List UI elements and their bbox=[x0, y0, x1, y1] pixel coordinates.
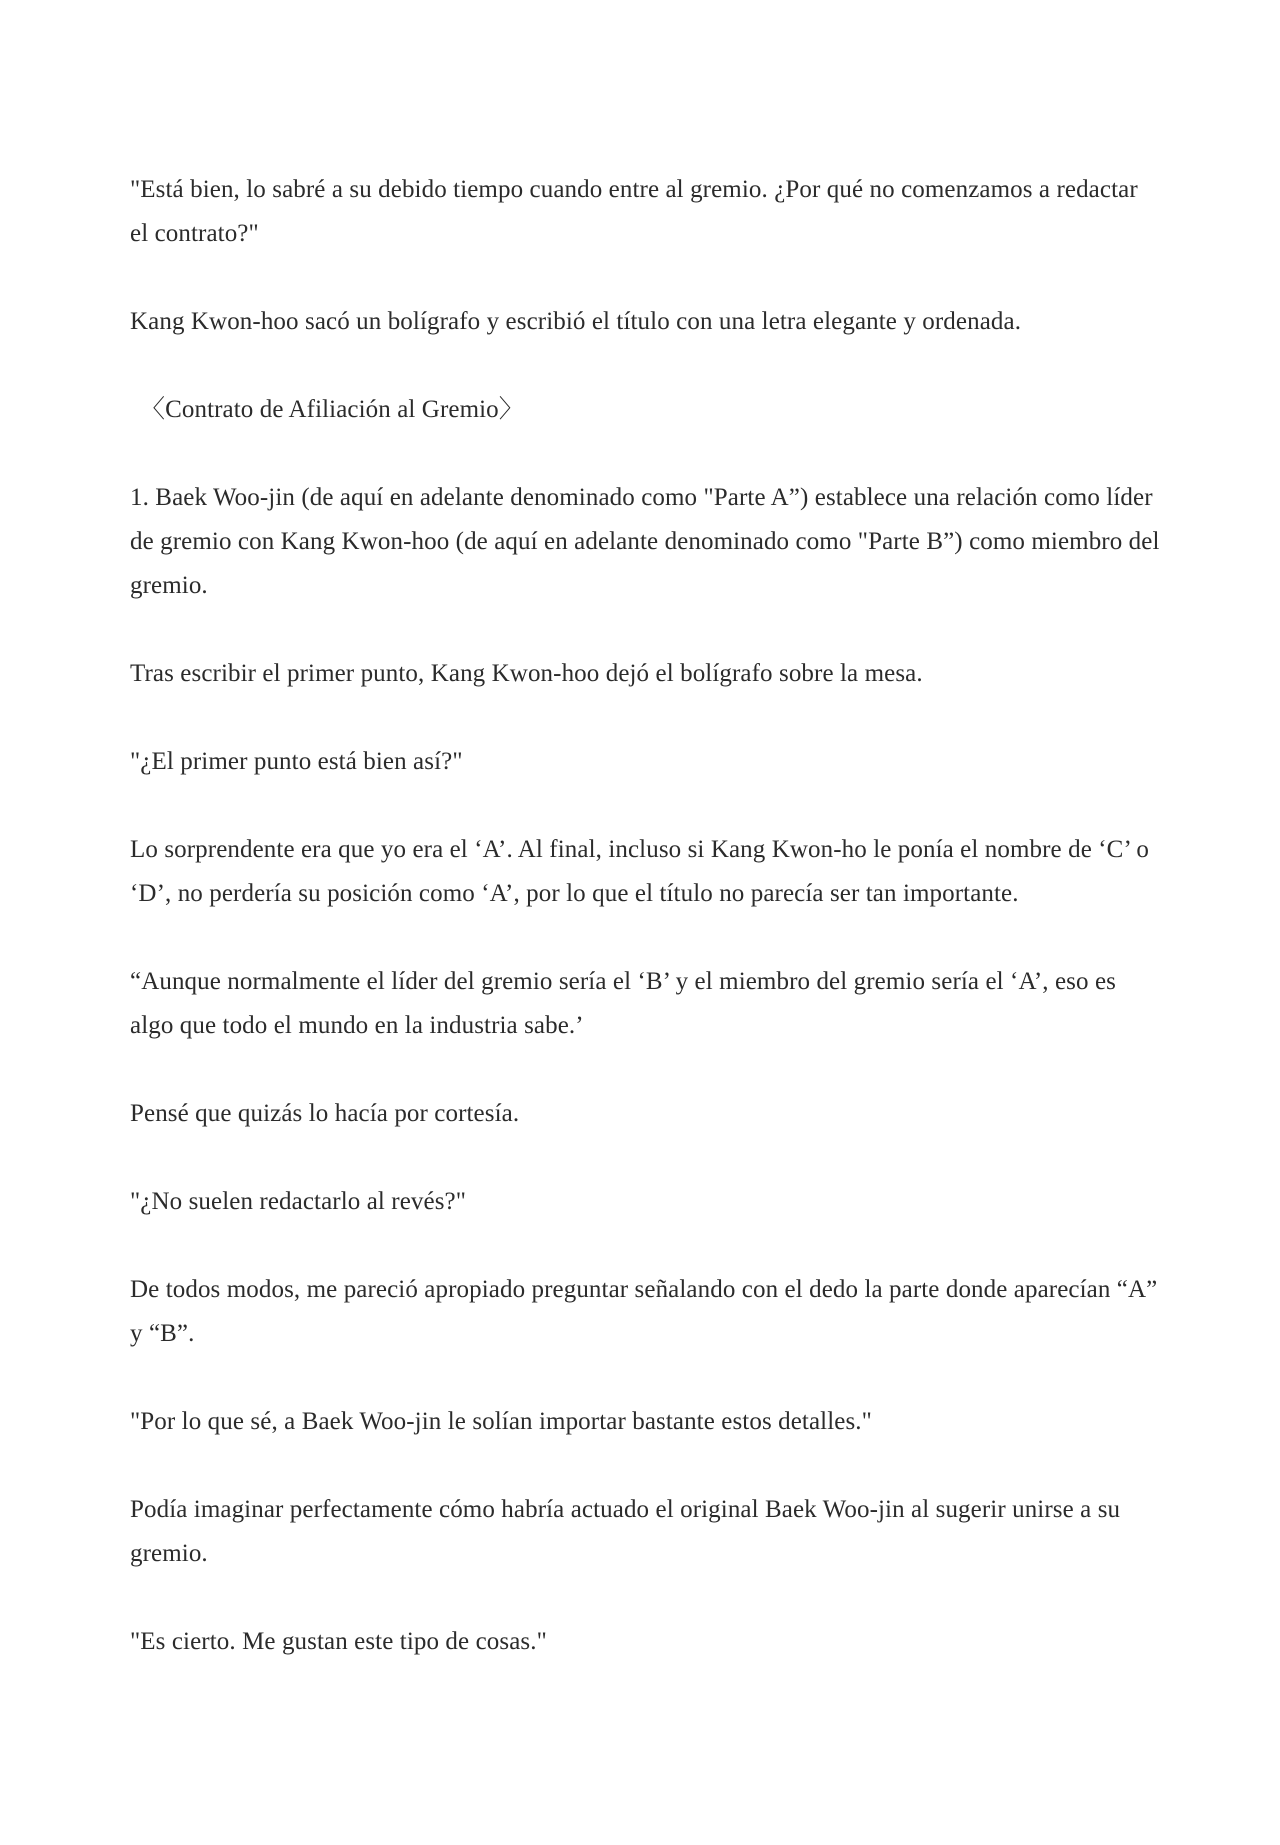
paragraph-dialogue: "Es cierto. Me gustan este tipo de cosas." bbox=[130, 1628, 547, 1655]
paragraph-dialogue: "Está bien, lo sabré a su debido tiempo cuando entre al gremio. ¿Por qué no comenzamos a redactar el contrato?" bbox=[130, 176, 1138, 247]
paragraph-narration: Tras escribir el primer punto, Kang Kwon-hoo dejó el bolígrafo sobre la mesa. bbox=[130, 660, 923, 687]
paragraph-narration: De todos modos, me pareció apropiado preguntar señalando con el dedo la parte donde aparecían “A” y “B”. bbox=[130, 1276, 1158, 1347]
contract-clause: 1. Baek Woo-jin (de aquí en adelante denominado como "Parte A”) establece una relación como líder de gremio con Kang Kwon-hoo (de aquí en adelante denominado como "Parte B”) como miembro del gremio. bbox=[130, 484, 1160, 599]
contract-title: 〈Contrato de Afiliación al Gremio〉 bbox=[140, 396, 524, 423]
paragraph-narration: Podía imaginar perfectamente cómo habría actuado el original Baek Woo-jin al sugerir unirse a su gremio. bbox=[130, 1496, 1121, 1567]
paragraph-narration: Lo sorprendente era que yo era el ‘A’. Al final, incluso si Kang Kwon-ho le ponía el nombre de ‘C’ o ‘D’, no perdería su posición como ‘A’, por lo que el título no parecía ser tan importante. bbox=[130, 836, 1149, 907]
paragraph-narration: Kang Kwon-hoo sacó un bolígrafo y escribió el título con una letra elegante y ordenada. bbox=[130, 308, 1022, 335]
paragraph-dialogue: "¿No suelen redactarlo al revés?" bbox=[130, 1188, 467, 1215]
paragraph-dialogue: "¿El primer punto está bien así?" bbox=[130, 748, 463, 775]
paragraph-dialogue: “Aunque normalmente el líder del gremio sería el ‘B’ y el miembro del gremio sería el ‘A’, eso es algo que todo el mundo en la industria sabe.’ bbox=[130, 968, 1116, 1039]
paragraph-narration: Pensé que quizás lo hacía por cortesía. bbox=[130, 1100, 520, 1127]
paragraph-dialogue: "Por lo que sé, a Baek Woo-jin le solían importar bastante estos detalles." bbox=[130, 1408, 872, 1435]
